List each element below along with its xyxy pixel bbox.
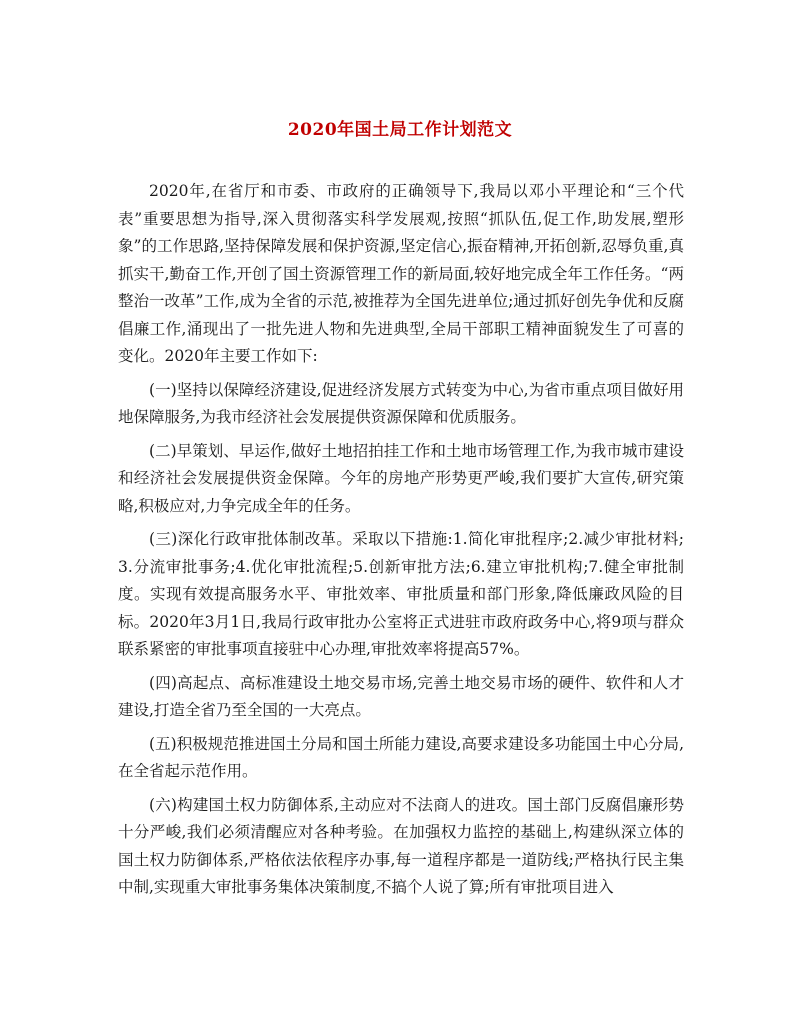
paragraph-item-3: (三)深化行政审批体制改革。采取以下措施:1.简化审批程序;2.减少审批材料;3.分流审批事务;4.优化审批流程;5.创新审批方法;6.建立审批机构;7.健全审批制度。实现有效提高服务水平、审批效率、审批质量和部门形象,降低廉政风险的目标。2020年3月1日,我局行政审批办公室将正式进驻市政府政务中心,将9项与群众联系紧密的审批事项直接驻中心办理,审批效率将提高57%。 [118,530,684,658]
paragraph-item-5: (五)积极规范推进国土分局和国土所能力建设,高要求建设多功能国土中心分局,在全省起示范作用。 [118,734,684,780]
paragraph-item-1: (一)坚持以保障经济建设,促进经济发展方式转变为中心,为省市重点项目做好用地保障服务,为我市经济社会发展提供资源保障和优质服务。 [118,380,684,426]
document-title: 2020年国土局工作计划范文 [287,120,513,140]
paragraph-item-6: (六)构建国土权力防御体系,主动应对不法商人的进攻。国土部门反腐倡廉形势十分严峻,我们必须清醒应对各种考验。在加强权力监控的基础上,构建纵深立体的国土权力防御体系,严格依法依程序办事,每一道程序都是一道防线;严格执行民主集中制,实现重大审批事务集体决策制度,不搞个人说了算;所有审批项目进入 [118,795,684,896]
paragraph-item-2: (二)早策划、早运作,做好土地招拍挂工作和土地市场管理工作,为我市城市建设和经济社会发展提供资金保障。今年的房地产形势更严峻,我们要扩大宣传,研究策略,积极应对,力争完成全年的任务。 [118,441,684,515]
paragraph-item-4: (四)高起点、高标准建设土地交易市场,完善土地交易市场的硬件、软件和人才建设,打造全省乃至全国的一大亮点。 [118,673,684,719]
paragraph-intro: 2020年,在省厅和市委、市政府的正确领导下,我局以邓小平理论和“三个代表”重要思想为指导,深入贯彻落实科学发展观,按照“抓队伍,促工作,助发展,塑形象”的工作思路,坚持保障发展和保护资源,坚定信心,振奋精神,开拓创新,忍辱负重,真抓实干,勤奋工作,开创了国土资源管理工作的新局面,较好地完成全年工作任务。“两整治一改革”工作,成为全省的示范,被推荐为全国先进单位;通过抓好创先争优和反腐倡廉工作,涌现出了一批先进人物和先进典型,全局干部职工精神面貌发生了可喜的变化。2020年主要工作如下: [118,182,684,365]
document-body [118,178,684,908]
